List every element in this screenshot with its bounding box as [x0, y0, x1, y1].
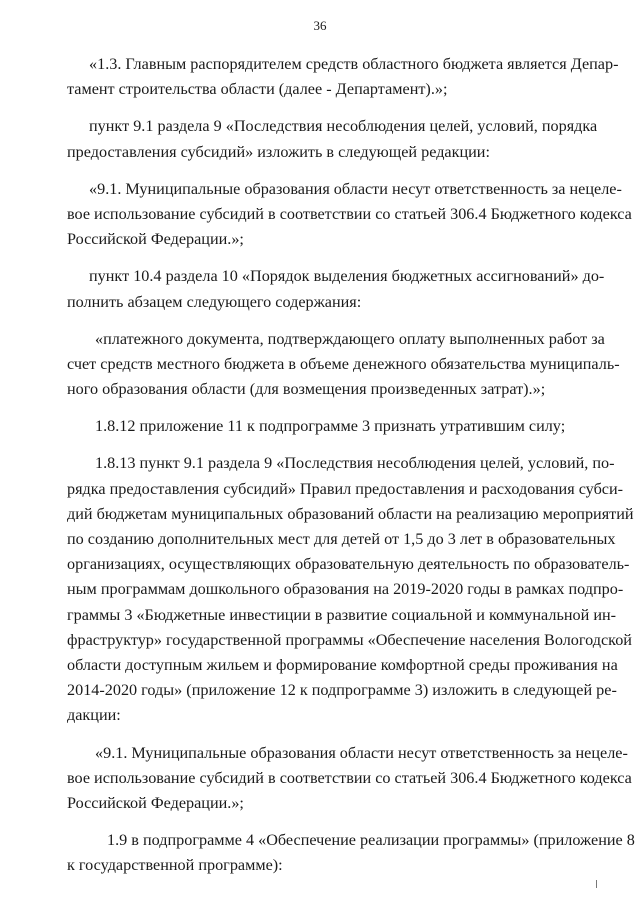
text-line: фраструктур» государственной программы «Обеспечение населения Вологодской — [67, 630, 632, 649]
text-line: «1.3. Главным распорядителем средств областного бюджета является Депар- — [89, 55, 619, 73]
paragraph — [67, 177, 632, 253]
text-line: 2014-2020 годы» (приложение 12 к подпрограмме 3) изложить в следующей ре- — [67, 681, 617, 700]
text-line: счет средств местного бюджета в объеме денежного обязательства муниципаль- — [67, 354, 620, 373]
document-body — [67, 52, 635, 878]
text-line: полнить абзацем следующего содержания: — [67, 292, 362, 311]
text-line: вое использование субсидий в соответствии со статьей 306.4 Бюджетного кодекса — [67, 204, 632, 223]
text-line: тамент строительства области (далее - Департамент).»; — [67, 80, 448, 99]
paragraph — [67, 264, 605, 314]
text-line: ного образования области (для возмещения произведенных затрат).»; — [67, 380, 546, 399]
paragraph — [67, 327, 620, 403]
paragraph — [67, 114, 597, 164]
paragraph — [67, 451, 634, 728]
paragraph — [67, 414, 597, 439]
text-line: области доступным жильем и формирование комфортной среды проживания на — [67, 655, 618, 674]
text-line: «9.1. Муниципальные образования области несут ответственность за нецеле- — [89, 179, 622, 198]
text-line: Российской Федерации.»; — [67, 230, 244, 249]
text-line: ным программам дошкольного образования на 2019-2020 годы в рамках подпро- — [67, 580, 624, 599]
text-line: «платежного документа, подтверждающего оплату выполненных работ за — [95, 329, 605, 348]
text-line: пункт 9.1 раздела 9 «Последствия несоблюдения целей, условий, порядка — [89, 117, 598, 136]
paragraph — [67, 741, 632, 817]
text-line: 1.9 в подпрограмме 4 «Обеспечение реализации программы» (приложение 8 — [107, 831, 635, 850]
text-line: «9.1. Муниципальные образования области несут ответственность за нецеле- — [95, 743, 628, 762]
text-line: к государственной программе): — [67, 856, 283, 875]
text-line: рядка предоставления субсидий» Правил предоставления и расходования субси- — [67, 479, 624, 498]
paragraph — [67, 52, 619, 102]
text-line: 1.8.12 приложение 11 к подпрограмме 3 признать утратившим силу; — [95, 417, 566, 436]
page-number: 36 — [313, 18, 327, 33]
text-line: 1.8.13 пункт 9.1 раздела 9 «Последствия несоблюдения целей, условий, по- — [95, 454, 615, 473]
text-line: вое использование субсидий в соответствии со статьей 306.4 Бюджетного кодекса — [67, 768, 632, 787]
margin-mark — [596, 880, 597, 888]
text-line: дакции: — [67, 706, 121, 725]
text-line: граммы 3 «Бюджетные инвестиции в развитие социальной и коммунальной ин- — [67, 605, 617, 624]
text-line: организациях, осуществляющих образовательную деятельность по образователь- — [67, 555, 630, 574]
text-line: предоставления субсидий» изложить в следующей редакции: — [67, 142, 490, 161]
text-line: дий бюджетам муниципальных образований области на реализацию мероприятий — [67, 504, 634, 523]
text-line: пункт 10.4 раздела 10 «Порядок выделения бюджетных ассигнований» до- — [89, 267, 605, 286]
text-line: по созданию дополнительных мест для детей от 1,5 до 3 лет в образовательных — [67, 530, 616, 548]
text-line: Российской Федерации.»; — [67, 793, 244, 812]
paragraph — [67, 828, 635, 878]
